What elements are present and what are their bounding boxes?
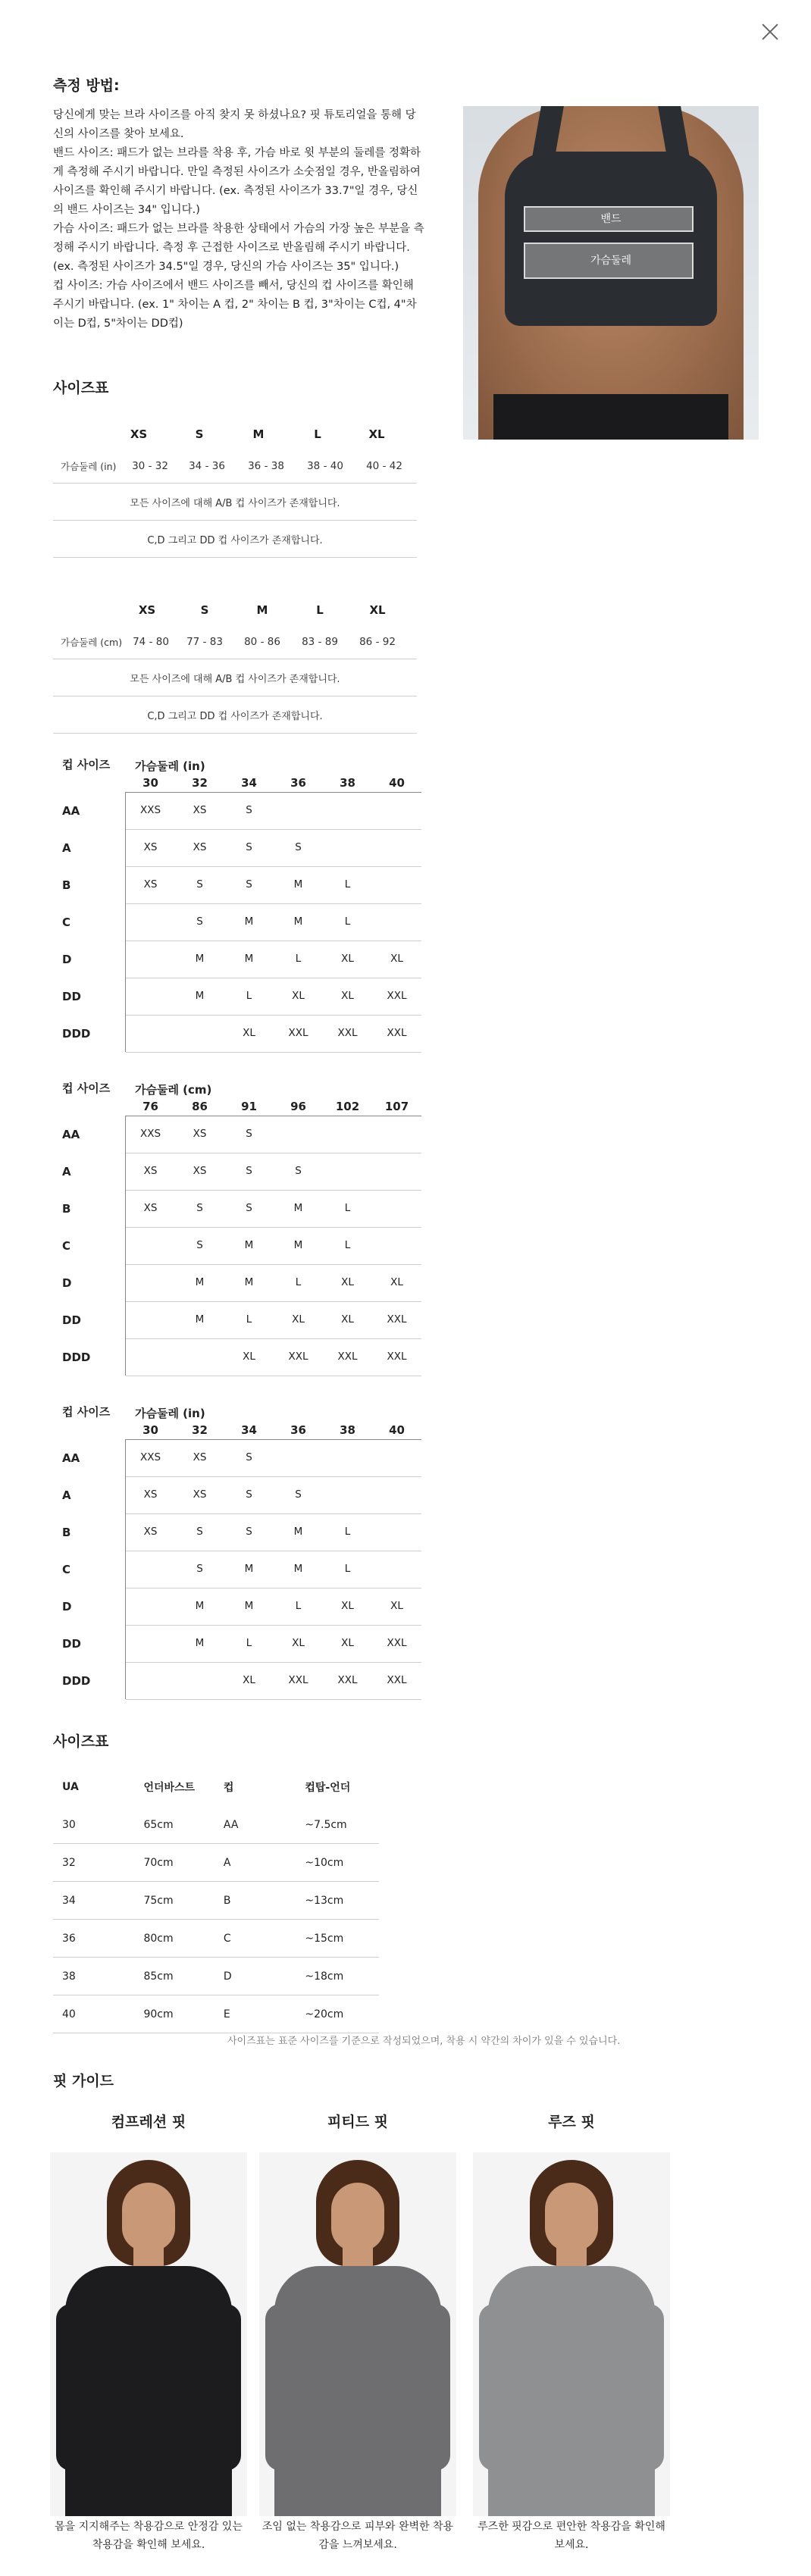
bust-header: 가슴둘레 (in) <box>135 1407 205 1420</box>
table-cell <box>372 1439 421 1476</box>
bust-col: 30 <box>142 775 158 790</box>
fit-fitted <box>259 2111 456 2131</box>
table-cell <box>175 1662 224 1699</box>
band-label: 밴드 <box>600 213 622 225</box>
cup-label: DD <box>53 1625 126 1662</box>
table-cell: S <box>246 1128 252 1140</box>
measure-intro: 당신에게 맞는 브라 사이즈를 아직 찾지 못 하셨나요? 핏 튜토리얼을 통해 당신의 사이즈를 찾아 보세요. <box>53 109 416 140</box>
bust-col: 40 <box>389 1423 405 1437</box>
table-cell: XL <box>292 1313 305 1326</box>
bust-col: 76 <box>142 1099 158 1113</box>
uk-size-table <box>53 1768 379 2033</box>
table-cell <box>323 792 372 829</box>
cup-size-header: 컵 사이즈 <box>62 1081 111 1095</box>
table-cell: L <box>295 1276 302 1288</box>
table-row <box>53 1301 421 1338</box>
bust-col: 107 <box>384 1099 409 1113</box>
table-cell <box>126 1551 175 1588</box>
table-cell: 32 <box>62 1856 76 1869</box>
table-row <box>53 1190 421 1227</box>
size-m: M <box>256 603 268 617</box>
table-cell: M <box>244 1563 254 1575</box>
table-cell: L <box>246 1637 252 1649</box>
table-cell: 40 <box>62 2008 76 2020</box>
table-cell: E <box>223 2008 230 2020</box>
size-table-cm <box>53 595 417 734</box>
table-cell: XXS <box>139 1128 161 1140</box>
table-cell <box>126 903 175 941</box>
table-cell: XXL <box>288 1351 308 1363</box>
table-cell: L <box>246 1313 252 1326</box>
table-cell: S <box>196 916 203 928</box>
table-cell: S <box>246 878 252 890</box>
table-cell: 38 <box>62 1970 76 1983</box>
size-note-ab: 모든 사이즈에 대해 A/B 컵 사이즈가 존재합니다. <box>53 659 417 696</box>
table-cell <box>323 1116 372 1153</box>
cup-label: DD <box>53 1301 126 1338</box>
table-cell: XS <box>143 841 158 853</box>
cup-label: C <box>53 1227 126 1264</box>
table-cell <box>126 1662 175 1699</box>
table-cell: S <box>246 1451 252 1463</box>
table-cell: 80cm <box>143 1932 174 1945</box>
header-cup-diff: 컵탑-언더 <box>305 1782 351 1794</box>
table-cell <box>126 1625 175 1662</box>
bust-col: 36 <box>290 1423 306 1437</box>
fit-name: 피티드 핏 <box>327 2114 389 2130</box>
table-cell <box>372 1551 421 1588</box>
table-cell <box>175 1015 224 1052</box>
cup-label: AA <box>53 792 126 829</box>
table-cell: 36 - 38 <box>248 460 284 472</box>
table-cell <box>323 1439 372 1476</box>
measure-cup: 컵 사이즈: 가슴 사이즈에서 밴드 사이즈를 빼서, 당신의 컵 사이즈를 확인해 주시기 바랍니다. (ex. 1" 차이는 A 컵, 2" 차이는 B 컵, 3"차이는 C컵, 4"차이는 D컵, 5"차이는 DD컵) <box>53 280 417 330</box>
size-note-ab: 모든 사이즈에 대해 A/B 컵 사이즈가 존재합니다. <box>53 484 417 521</box>
fit-photo-loose <box>473 2152 670 2516</box>
size-note-cd: C,D 그리고 DD 컵 사이즈가 존재합니다. <box>53 521 417 558</box>
table-cell: 65cm <box>143 1818 174 1831</box>
table-cell <box>126 1338 175 1376</box>
table-cell: ~18cm <box>305 1970 344 1983</box>
table-cell: XXL <box>337 1351 358 1363</box>
table-cell: XL <box>341 990 354 1002</box>
table-row <box>53 903 421 941</box>
table-cell: L <box>344 1202 351 1214</box>
table-cell: S <box>246 1202 252 1214</box>
bra-measure-image <box>463 106 759 440</box>
cup-label: A <box>53 1476 126 1513</box>
bust-label: 가슴둘레 <box>590 255 632 267</box>
table-row <box>53 1625 421 1662</box>
table-cell: S <box>196 1202 203 1214</box>
table-cell: M <box>195 1313 205 1326</box>
table-row <box>53 449 417 484</box>
cup-label: AA <box>53 1116 126 1153</box>
cup-label: DDD <box>53 1338 126 1376</box>
table-cell: AA <box>223 1818 239 1831</box>
table-cell: ~13cm <box>305 1894 344 1907</box>
bust-col: 36 <box>290 775 306 790</box>
measure-band: 밴드 사이즈: 패드가 없는 브라를 착용 후, 가슴 바로 윗 부분의 둘레를 정확하게 측정해 주시기 바랍니다. 만일 측정된 사이즈가 소숫점일 경우, 반올림하여 사이즈를 확인해 주시기 바랍니다. (ex. 측정된 사이즈가 33.7"일 경우, 당신의 밴드 사이즈는 34" 입니다.) <box>53 147 421 216</box>
table-row <box>53 829 421 866</box>
cup-label: B <box>53 866 126 903</box>
size-l: L <box>316 603 324 617</box>
table-cell: M <box>244 953 254 965</box>
table-cell: L <box>344 1563 351 1575</box>
table-row <box>53 1513 421 1551</box>
table-cell: L <box>344 1526 351 1538</box>
table-cell: XS <box>193 1451 207 1463</box>
table-cell: XS <box>193 1488 207 1501</box>
table-cell <box>372 903 421 941</box>
size-l: L <box>314 427 321 441</box>
row-label: 가슴둘레 (cm) <box>61 637 123 648</box>
table-cell: XL <box>341 953 354 965</box>
table-cell: XXL <box>387 1674 407 1686</box>
measure-instructions <box>53 106 424 333</box>
table-row <box>53 1338 421 1376</box>
table-cell: M <box>293 1239 303 1251</box>
table-cell: M <box>293 1526 303 1538</box>
cup-table-in-2 <box>53 1401 421 1699</box>
table-cell: M <box>195 990 205 1002</box>
table-cell <box>274 1116 323 1153</box>
table-cell: 74 - 80 <box>133 636 169 648</box>
table-cell: XL <box>390 953 403 965</box>
table-cell: XXL <box>387 990 407 1002</box>
table-cell: M <box>293 916 303 928</box>
table-cell <box>126 941 175 978</box>
table-cell: 75cm <box>143 1894 174 1907</box>
table-cell: 80 - 86 <box>244 636 280 648</box>
bust-col: 91 <box>241 1099 257 1113</box>
table-cell: S <box>196 1239 203 1251</box>
size-m: M <box>252 427 265 441</box>
table-cell: S <box>246 1488 252 1501</box>
uk-size-note: 사이즈표는 표준 사이즈를 기준으로 작성되었으며, 착용 시 약간의 차이가 있을 수 있습니다. <box>227 2036 621 2047</box>
cup-label: A <box>53 1153 126 1190</box>
cup-label: DDD <box>53 1662 126 1699</box>
table-row <box>53 1264 421 1301</box>
table-cell: M <box>195 1600 205 1612</box>
table-cell: XXL <box>337 1027 358 1039</box>
size-table-header <box>53 595 417 625</box>
uk-size-title: 사이즈표 <box>53 1733 109 1750</box>
cup-label: B <box>53 1190 126 1227</box>
table-row <box>53 625 417 659</box>
table-cell <box>372 1116 421 1153</box>
table-cell: XL <box>243 1351 255 1363</box>
table-row <box>53 978 421 1015</box>
table-cell: XXL <box>387 1351 407 1363</box>
table-cell: 90cm <box>143 2008 174 2020</box>
table-cell: S <box>295 841 302 853</box>
cup-label: C <box>53 903 126 941</box>
table-cell: ~15cm <box>305 1932 344 1945</box>
fit-desc: 루즈한 핏감으로 편안한 착용감을 확인해 보세요. <box>478 2521 665 2551</box>
table-row <box>53 1958 379 1995</box>
fit-photo-compression <box>50 2152 247 2516</box>
row-label: 가슴둘레 (in) <box>61 461 117 472</box>
table-cell: 40 - 42 <box>366 460 402 472</box>
table-row <box>53 1153 421 1190</box>
table-cell: XL <box>243 1027 255 1039</box>
bust-col: 86 <box>192 1099 208 1113</box>
table-cell: XL <box>390 1600 403 1612</box>
table-cell: XS <box>193 1128 207 1140</box>
fit-guide-title: 핏 가이드 <box>53 2073 114 2089</box>
table-row <box>53 1116 421 1153</box>
table-cell: XXL <box>288 1674 308 1686</box>
table-row <box>53 1476 421 1513</box>
table-cell: 38 - 40 <box>307 460 343 472</box>
table-cell: XXL <box>387 1637 407 1649</box>
fit-name: 컴프레션 핏 <box>111 2114 186 2130</box>
table-row <box>53 1227 421 1264</box>
cup-label: A <box>53 829 126 866</box>
table-cell <box>126 1227 175 1264</box>
table-cell: 70cm <box>143 1856 174 1869</box>
cup-label: DDD <box>53 1015 126 1052</box>
table-cell: XS <box>143 1165 158 1177</box>
table-row <box>53 866 421 903</box>
table-cell: ~7.5cm <box>305 1818 347 1831</box>
table-row <box>53 1439 421 1476</box>
table-cell: S <box>246 1165 252 1177</box>
table-row <box>53 941 421 978</box>
table-cell: S <box>246 841 252 853</box>
fit-desc: 몸을 지지해주는 착용감으로 안정감 있는 착용감을 확인해 보세요. <box>55 2521 243 2551</box>
table-cell <box>372 1227 421 1264</box>
table-cell: L <box>344 1239 351 1251</box>
bust-col: 96 <box>290 1099 306 1113</box>
table-row <box>53 1844 379 1882</box>
table-row <box>53 1920 379 1958</box>
table-cell <box>126 978 175 1015</box>
cup-table-cm <box>53 1078 421 1376</box>
table-cell <box>372 792 421 829</box>
table-cell: ~20cm <box>305 2008 344 2020</box>
cup-size-header: 컵 사이즈 <box>62 1404 111 1419</box>
table-cell <box>126 1588 175 1625</box>
table-cell: M <box>244 916 254 928</box>
table-cell: L <box>295 953 302 965</box>
table-cell: M <box>293 1563 303 1575</box>
table-cell: XS <box>143 878 158 890</box>
table-cell: XXL <box>288 1027 308 1039</box>
table-cell: M <box>195 953 205 965</box>
table-cell <box>372 829 421 866</box>
table-cell: A <box>223 1856 231 1869</box>
cup-label: D <box>53 941 126 978</box>
table-cell: XL <box>341 1313 354 1326</box>
table-cell <box>126 1301 175 1338</box>
table-cell: S <box>246 1526 252 1538</box>
measure-title: 측정 방법: <box>53 77 120 94</box>
bust-col: 40 <box>389 775 405 790</box>
bust-col: 30 <box>142 1423 158 1437</box>
table-cell: M <box>293 1202 303 1214</box>
table-cell <box>372 866 421 903</box>
table-row <box>53 1995 379 2033</box>
table-cell: XXL <box>337 1674 358 1686</box>
table-cell: XL <box>243 1674 255 1686</box>
close-icon[interactable] <box>759 21 781 42</box>
size-s: S <box>195 427 204 441</box>
table-cell: XS <box>193 804 207 816</box>
table-cell <box>323 1476 372 1513</box>
cup-table-in <box>53 754 421 1052</box>
bust-col: 102 <box>335 1099 360 1113</box>
table-cell: 85cm <box>143 1970 174 1983</box>
table-cell: 30 <box>62 1818 76 1831</box>
table-cell: 36 <box>62 1932 76 1945</box>
table-cell: 34 - 36 <box>189 460 225 472</box>
header-underbust: 언더바스트 <box>143 1782 196 1794</box>
table-cell: XXS <box>139 1451 161 1463</box>
fit-name: 루즈 핏 <box>548 2114 595 2130</box>
size-xl: XL <box>369 603 386 617</box>
table-cell: S <box>246 804 252 816</box>
table-cell: XL <box>341 1276 354 1288</box>
header-ua: UA <box>62 1781 79 1793</box>
table-row <box>53 1015 421 1052</box>
size-chart-title: 사이즈표 <box>53 380 109 396</box>
table-cell: M <box>195 1637 205 1649</box>
table-row <box>53 1806 379 1844</box>
table-cell: XXL <box>387 1027 407 1039</box>
table-cell <box>372 1153 421 1190</box>
header-cup: 컵 <box>223 1782 234 1794</box>
cup-label: DD <box>53 978 126 1015</box>
table-cell: XXL <box>387 1313 407 1326</box>
size-xs: XS <box>130 427 148 441</box>
bust-header: 가슴둘레 (in) <box>135 759 205 773</box>
table-cell: S <box>196 1526 203 1538</box>
bust-col: 32 <box>192 775 208 790</box>
table-row <box>53 1588 421 1625</box>
table-cell: S <box>295 1488 302 1501</box>
table-row <box>53 1662 421 1699</box>
table-cell: S <box>196 878 203 890</box>
table-cell: 30 - 32 <box>132 460 168 472</box>
table-cell: XXS <box>139 804 161 816</box>
cup-label: AA <box>53 1439 126 1476</box>
size-table-header <box>53 419 417 449</box>
bust-col: 34 <box>241 775 257 790</box>
table-cell: XS <box>143 1488 158 1501</box>
table-cell: M <box>195 1276 205 1288</box>
bust-col: 34 <box>241 1423 257 1437</box>
measure-bust: 가슴 사이즈: 패드가 없는 브라를 착용한 상태에서 가슴의 가장 높은 부분을 측정해 주시기 바랍니다. 측정 후 근접한 사이즈로 반올림해 주시기 바랍니다. (ex. 측정된 사이즈가 34.5"일 경우, 당신의 가슴 사이즈는 35" 입니다.) <box>53 223 424 273</box>
table-row <box>53 1882 379 1920</box>
table-cell <box>274 1439 323 1476</box>
table-cell: L <box>246 990 252 1002</box>
table-cell: XS <box>193 1165 207 1177</box>
table-cell <box>126 1015 175 1052</box>
table-cell: 83 - 89 <box>302 636 338 648</box>
bust-col: 32 <box>192 1423 208 1437</box>
table-cell: ~10cm <box>305 1856 344 1869</box>
cup-label: D <box>53 1264 126 1301</box>
table-cell <box>372 1513 421 1551</box>
table-row <box>53 1551 421 1588</box>
table-cell: XS <box>143 1526 158 1538</box>
size-s: S <box>200 603 209 617</box>
table-cell <box>323 829 372 866</box>
cup-size-header: 컵 사이즈 <box>62 757 111 772</box>
table-cell: C <box>223 1932 231 1945</box>
table-cell <box>372 1476 421 1513</box>
table-cell: XS <box>143 1202 158 1214</box>
table-cell: 77 - 83 <box>186 636 223 648</box>
fit-desc: 조임 없는 착용감으로 피부와 완벽한 착용감을 느껴보세요. <box>261 2521 454 2551</box>
uk-table-header <box>53 1768 379 1806</box>
table-cell: L <box>344 878 351 890</box>
size-xs: XS <box>138 603 156 617</box>
table-cell: XS <box>193 841 207 853</box>
cup-label: C <box>53 1551 126 1588</box>
table-row <box>53 792 421 829</box>
table-cell: XL <box>292 1637 305 1649</box>
bust-col: 38 <box>340 1423 355 1437</box>
table-cell <box>126 1264 175 1301</box>
table-cell: 34 <box>62 1894 76 1907</box>
table-cell: M <box>293 878 303 890</box>
fit-loose <box>473 2111 670 2131</box>
bust-header: 가슴둘레 (cm) <box>135 1083 212 1097</box>
table-cell: XL <box>390 1276 403 1288</box>
table-cell: XL <box>292 990 305 1002</box>
table-cell: 86 - 92 <box>359 636 396 648</box>
table-cell: D <box>223 1970 232 1983</box>
table-cell: S <box>196 1563 203 1575</box>
fit-photo-fitted <box>259 2152 456 2516</box>
table-cell: S <box>295 1165 302 1177</box>
fit-compression <box>50 2111 247 2131</box>
table-cell <box>323 1153 372 1190</box>
size-table-in <box>53 419 417 558</box>
table-cell: M <box>244 1239 254 1251</box>
size-note-cd: C,D 그리고 DD 컵 사이즈가 존재합니다. <box>53 696 417 734</box>
size-xl: XL <box>368 427 385 441</box>
table-cell <box>274 792 323 829</box>
table-cell <box>175 1338 224 1376</box>
table-cell: L <box>344 916 351 928</box>
table-cell: M <box>244 1600 254 1612</box>
table-cell: L <box>295 1600 302 1612</box>
bust-col: 38 <box>340 775 355 790</box>
cup-label: D <box>53 1588 126 1625</box>
table-cell: B <box>223 1894 231 1907</box>
cup-label: B <box>53 1513 126 1551</box>
table-cell <box>372 1190 421 1227</box>
table-cell: M <box>244 1276 254 1288</box>
table-cell: XL <box>341 1600 354 1612</box>
table-cell: XL <box>341 1637 354 1649</box>
